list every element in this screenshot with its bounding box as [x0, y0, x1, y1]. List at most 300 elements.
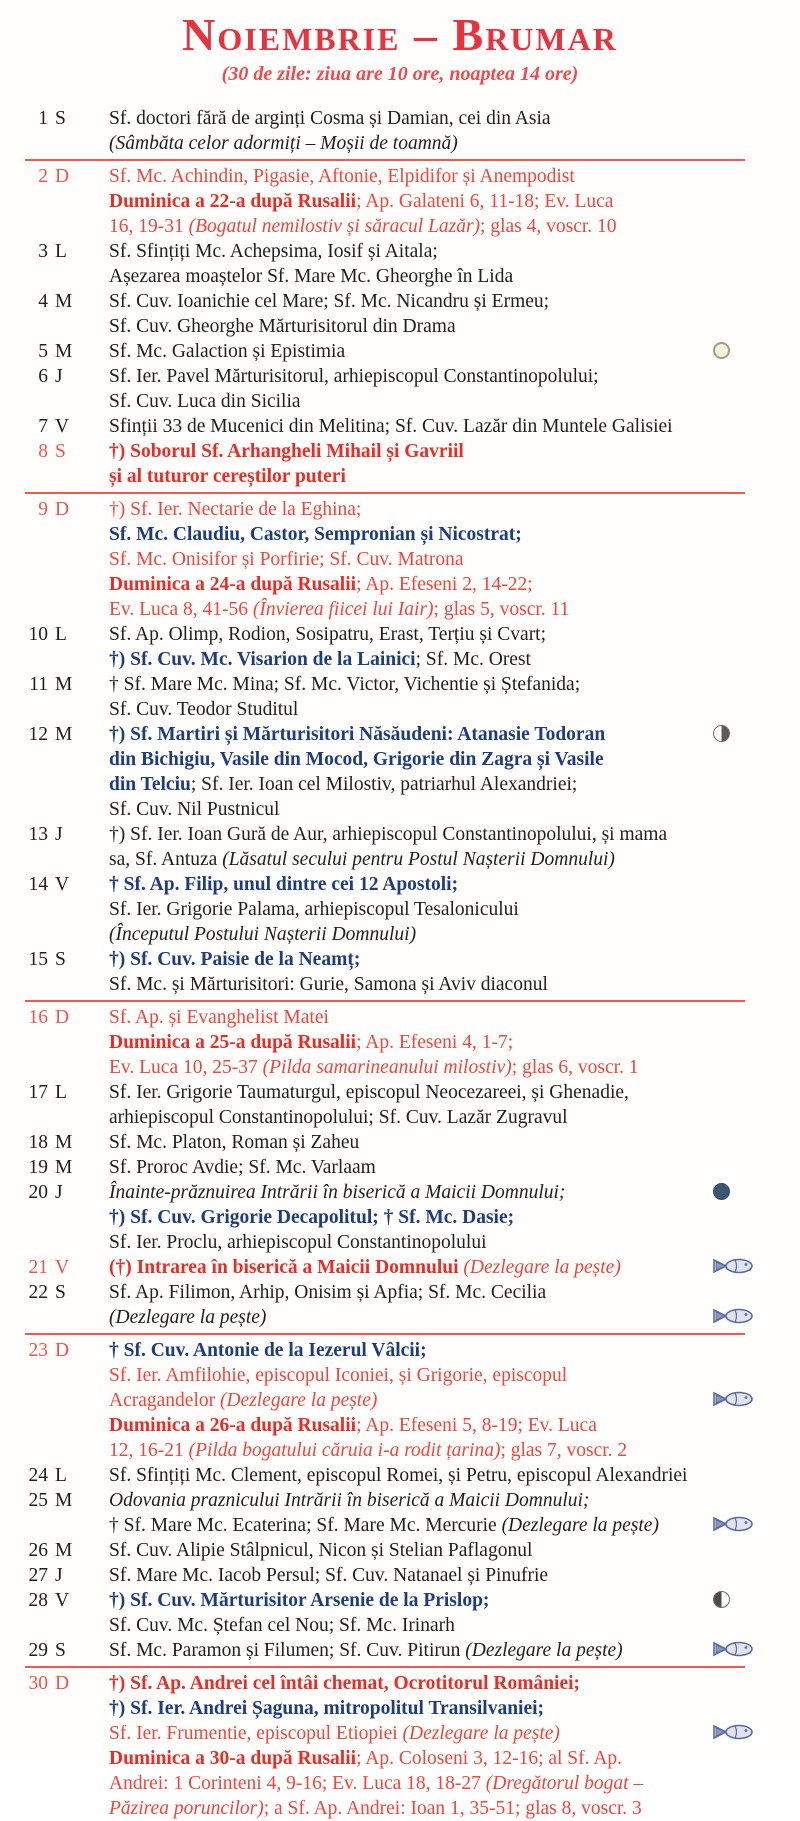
day-cell: [25, 364, 109, 414]
text-segment: †) Sf. Cuv. Paisie de la Neamț;: [109, 948, 361, 970]
day-number: 21: [28, 1256, 48, 1278]
text-segment: Sf. Cuv. Alipie Stâlpnicul, Nicon și Stelian Paflagonul: [109, 1539, 533, 1561]
page-subtitle: (30 de zile: ziua are 10 ore, noaptea 14 ore): [221, 62, 579, 85]
entry-line: [109, 772, 800, 797]
entry-content: [109, 1080, 800, 1130]
text-segment: Odovania praznicului Intrării în biserică a Maicii Domnului;: [109, 1489, 590, 1511]
entry-line: [109, 1105, 800, 1130]
text-segment: †) Sf. Cuv. Mărturisitor Arsenie de la Prislop;: [109, 1589, 490, 1611]
day-letter: D: [55, 1006, 70, 1028]
entry-line: [109, 522, 800, 547]
entry-content: [109, 1588, 800, 1638]
entry-line: [109, 1180, 800, 1205]
calendar-entry: [0, 947, 800, 997]
entry-content: [109, 164, 800, 239]
text-segment: Sf. Ap. și Evanghelist Matei: [109, 1006, 329, 1028]
text-segment: (Bogatul nemilostiv și săracul Lazăr): [188, 215, 481, 237]
text-segment: Sf. Ier. Proclu, arhiepiscopul Constantinopolului: [109, 1231, 487, 1253]
day-number: 1: [38, 107, 48, 129]
entry-line: [109, 1796, 800, 1821]
text-segment: Sf. Ap. Filimon, Arhip, Onisim și Apfia; Sf. Mc. Cecilia: [109, 1281, 547, 1303]
entry-line: [109, 1488, 800, 1513]
day-number: 28: [28, 1589, 48, 1611]
fish-icon: [713, 1391, 757, 1407]
text-segment: Sf. Mc. Achindin, Pigasie, Aftonie, Elpidifor și Anempodist: [109, 165, 575, 187]
entry-line: [109, 1080, 800, 1105]
day-letter: S: [55, 948, 66, 970]
calendar-entry: [0, 622, 800, 672]
day-letter: L: [55, 1464, 67, 1486]
day-number: 15: [28, 948, 48, 970]
text-segment: (Pilda bogatului căruia i-a rodit țarina): [188, 1439, 501, 1461]
text-segment: Duminica a 22-a după Rusalii: [109, 190, 357, 212]
sunday-separator: [25, 1333, 745, 1335]
entry-content: [109, 439, 800, 489]
day-cell: [25, 1180, 109, 1255]
day-number: 11: [29, 673, 48, 695]
day-number: 27: [28, 1564, 48, 1586]
text-segment: Ev. Luca 10, 25-37: [109, 1056, 263, 1078]
moon-last-quarter-icon: [713, 1591, 730, 1608]
day-letter: M: [55, 340, 73, 362]
text-segment: Sf. Ier. Grigorie Taumaturgul, episcopul Neocezareei, și Ghenadie,: [109, 1081, 629, 1103]
entry-content: [109, 1180, 800, 1255]
text-segment: Înainte-prăznuirea Intrării în biserică a Maicii Domnului;: [109, 1181, 566, 1203]
text-segment: ; glas 6, voscr. 1: [511, 1056, 639, 1078]
text-segment: Sf. Mc. Platon, Roman și Zaheu: [109, 1131, 360, 1153]
text-segment: Sf. Cuv. Teodor Studitul: [109, 698, 299, 720]
day-letter: L: [55, 623, 67, 645]
entry-line: [109, 897, 800, 922]
entry-line: [109, 106, 800, 131]
entry-line: [109, 647, 800, 672]
text-segment: Ev. Luca 8, 41-56: [109, 598, 253, 620]
text-segment: (†) Intrarea în biserică a Maicii Domnului: [109, 1256, 464, 1278]
entry-line: [109, 1513, 800, 1538]
calendar-entry: [0, 1180, 800, 1255]
day-cell: [25, 947, 109, 997]
calendar-entry: [0, 1130, 800, 1155]
calendar-entry: [0, 1005, 800, 1080]
entry-line: [109, 414, 800, 439]
calendar-entry: [0, 364, 800, 414]
day-letter: J: [55, 1564, 63, 1586]
entry-line: [109, 722, 800, 747]
entry-line: [109, 1463, 800, 1488]
entry-content: [109, 622, 800, 672]
text-segment: din Bichigiu, Vasile din Mocod, Grigorie din Zagra și Vasile: [109, 748, 604, 770]
day-number: 19: [28, 1156, 48, 1178]
entry-content: [109, 1563, 800, 1588]
day-letter: J: [55, 1181, 63, 1203]
sunday-separator: [25, 492, 745, 494]
day-letter: V: [55, 873, 70, 895]
calendar-entry: [0, 822, 800, 872]
sunday-separator: [25, 1000, 745, 1002]
calendar-entry: [0, 1338, 800, 1463]
text-segment: (Învierea fiicei lui Iair): [252, 598, 434, 620]
calendar-entry: [0, 722, 800, 822]
entry-line: [109, 189, 800, 214]
entry-line: [109, 1280, 800, 1305]
calendar-list: [0, 100, 800, 1821]
entry-line: [109, 1538, 800, 1563]
entry-content: [109, 1638, 800, 1663]
entry-line: [109, 1155, 800, 1180]
text-segment: (Dezlegare la pește): [465, 1639, 623, 1661]
day-number: 24: [28, 1464, 48, 1486]
day-number: 20: [28, 1181, 48, 1203]
entry-line: [109, 264, 800, 289]
entry-line: [109, 1030, 800, 1055]
entry-line: [109, 1255, 800, 1280]
entry-line: [109, 922, 800, 947]
entry-content: [109, 822, 800, 872]
text-segment: Duminica a 26-a după Rusalii: [109, 1414, 357, 1436]
entry-content: [109, 106, 800, 156]
text-segment: (Dezlegare la pește): [501, 1514, 659, 1536]
text-segment: Acragandelor: [109, 1389, 220, 1411]
text-segment: (Lăsatul secului pentru Postul Nașterii Domnului): [222, 848, 615, 870]
text-segment: Sfinții 33 de Mucenici din Melitina; Sf. Cuv. Lazăr din Muntele Galisiei: [109, 415, 673, 437]
entry-line: [109, 847, 800, 872]
day-letter: S: [55, 1281, 66, 1303]
entry-line: [109, 131, 800, 156]
calendar-entry: [0, 1255, 800, 1280]
entry-content: [109, 1488, 800, 1538]
entry-line: [109, 1055, 800, 1080]
text-segment: și al tuturor cereștilor puteri: [109, 465, 346, 487]
entry-line: [109, 497, 800, 522]
entry-content: [109, 364, 800, 414]
text-segment: Sf. Cuv. Ioanichie cel Mare; Sf. Mc. Nicandru și Ermeu;: [109, 290, 550, 312]
day-cell: [25, 289, 109, 339]
day-number: 5: [38, 340, 48, 362]
text-segment: Duminica a 30-a după Rusalii: [109, 1747, 357, 1769]
day-letter: M: [55, 1489, 73, 1511]
calendar-entry: [0, 339, 800, 364]
day-letter: D: [55, 498, 70, 520]
day-number: 13: [28, 823, 48, 845]
entry-content: [109, 239, 800, 289]
entry-line: [109, 1771, 800, 1796]
entry-content: [109, 1280, 800, 1330]
day-letter: J: [55, 823, 63, 845]
day-cell: [25, 1538, 109, 1563]
text-segment: ; Ap. Efeseni 2, 14-22;: [356, 573, 533, 595]
text-segment: ; Ap. Efeseni 4, 1-7;: [356, 1031, 514, 1053]
text-segment: Așezarea moaștelor Sf. Mare Mc. Gheorghe în Lida: [109, 265, 514, 287]
text-segment: Andrei: 1 Corinteni 4, 9-16; Ev. Luca 18, 18-27: [109, 1772, 486, 1794]
day-cell: [25, 722, 109, 822]
day-letter: D: [55, 165, 70, 187]
day-number: 8: [38, 440, 48, 462]
text-segment: †) Sf. Ier. Nectarie de la Eghina;: [109, 498, 362, 520]
day-cell: [25, 872, 109, 947]
day-number: 29: [28, 1639, 48, 1661]
day-cell: [25, 1080, 109, 1130]
day-letter: L: [55, 1081, 67, 1103]
text-segment: (Dezlegare la pește): [219, 1389, 378, 1411]
entry-content: [109, 1255, 800, 1280]
day-cell: [25, 1463, 109, 1488]
entry-line: [109, 239, 800, 264]
entry-line: [109, 1638, 800, 1663]
entry-line: [109, 1363, 800, 1388]
entry-content: [109, 1130, 800, 1155]
text-segment: Sf. Ier. Grigorie Palama, arhiepiscopul Tesalonicului: [109, 898, 519, 920]
text-segment: 16, 19-31: [109, 215, 189, 237]
entry-line: [109, 364, 800, 389]
entry-line: [109, 214, 800, 239]
day-cell: [25, 1671, 109, 1821]
text-segment: Sf. Mare Mc. Iacob Persul; Sf. Cuv. Natanael și Pinufrie: [109, 1564, 549, 1586]
text-segment: (Pilda samarineanului milostiv): [262, 1056, 512, 1078]
day-letter: M: [55, 1156, 73, 1178]
calendar-entry: [0, 1488, 800, 1538]
entry-line: [109, 339, 800, 364]
text-segment: †) Sf. Martiri și Mărturisitori Năsăudeni: Atanasie Todoran: [109, 723, 606, 745]
day-number: 16: [28, 1006, 48, 1028]
moon-new-icon: [713, 342, 730, 359]
text-segment: Sf. Mc. Galaction și Epistimia: [109, 340, 346, 362]
entry-line: [109, 464, 800, 489]
text-segment: ; Ap. Galateni 6, 11-18; Ev. Luca: [356, 190, 614, 212]
sunday-separator: [25, 1666, 745, 1668]
day-number: 4: [38, 290, 48, 312]
entry-line: [109, 1696, 800, 1721]
text-segment: din Telciu: [109, 773, 191, 795]
entry-line: [109, 1305, 800, 1330]
moon-first-quarter-icon: [713, 725, 730, 742]
entry-content: [109, 1463, 800, 1488]
day-cell: [25, 1488, 109, 1538]
text-segment: †) Sf. Cuv. Grigorie Decapolitul; † Sf. Mc. Dasie;: [109, 1206, 515, 1228]
day-cell: [25, 164, 109, 239]
text-segment: ; glas 5, voscr. 11: [433, 598, 570, 620]
day-number: 3: [38, 240, 48, 262]
entry-line: [109, 572, 800, 597]
entry-line: [109, 1005, 800, 1030]
entry-content: [109, 947, 800, 997]
calendar-entry: [0, 1563, 800, 1588]
entry-content: [109, 414, 800, 439]
day-cell: [25, 414, 109, 439]
day-cell: [25, 497, 109, 622]
entry-line: [109, 1671, 800, 1696]
day-cell: [25, 1338, 109, 1463]
entry-line: [109, 797, 800, 822]
entry-line: [109, 1230, 800, 1255]
day-number: 18: [28, 1131, 48, 1153]
day-number: 26: [28, 1539, 48, 1561]
text-segment: Sf. Mc. Onisifor și Porfirie; Sf. Cuv. Matrona: [109, 548, 464, 570]
entry-line: [109, 822, 800, 847]
day-letter: D: [55, 1672, 70, 1694]
day-letter: S: [55, 107, 66, 129]
calendar-entry: [0, 239, 800, 289]
entry-line: [109, 872, 800, 897]
day-number: 25: [28, 1489, 48, 1511]
text-segment: Sf. Cuv. Luca din Sicilia: [109, 390, 301, 412]
text-segment: Duminica a 25-a după Rusalii: [109, 1031, 357, 1053]
day-letter: L: [55, 240, 67, 262]
calendar-entry: [0, 1080, 800, 1130]
entry-line: [109, 1588, 800, 1613]
day-letter: D: [55, 1339, 70, 1361]
calendar-entry: [0, 672, 800, 722]
entry-content: [109, 1338, 800, 1463]
entry-line: [109, 389, 800, 414]
entry-line: [109, 622, 800, 647]
text-segment: Sf. Ier. Amfilohie, episcopul Iconiei, și Grigorie, episcopul: [109, 1364, 568, 1386]
text-segment: †) Sf. Ier. Andrei Șaguna, mitropolitul Transilvaniei;: [109, 1697, 545, 1719]
text-segment: † Sf. Mare Mc. Mina; Sf. Mc. Victor, Vichentie și Ștefanida;: [109, 673, 581, 695]
entry-line: [109, 1413, 800, 1438]
calendar-entry: [0, 1671, 800, 1821]
text-segment: ; glas 4, voscr. 10: [480, 215, 617, 237]
entry-line: [109, 1338, 800, 1363]
text-segment: Sf. Sfințiți Mc. Clement, episcopul Romei, și Petru, episcopul Alexandriei: [109, 1464, 688, 1486]
text-segment: Sf. doctori fără de arginți Cosma și Damian, cei din Asia: [109, 107, 551, 129]
text-segment: ; Ap. Efeseni 5, 8-19; Ev. Luca: [356, 1414, 597, 1436]
day-number: 30: [28, 1672, 48, 1694]
day-number: 10: [28, 623, 48, 645]
entry-line: [109, 439, 800, 464]
fish-icon: [713, 1641, 757, 1657]
calendar-entry: [0, 439, 800, 489]
day-number: 7: [38, 415, 48, 437]
day-cell: [25, 106, 109, 156]
fish-icon: [713, 1258, 757, 1274]
entry-content: [109, 872, 800, 947]
day-cell: [25, 339, 109, 364]
day-cell: [25, 622, 109, 672]
text-segment: (Dezlegare la pește): [109, 1306, 267, 1328]
day-letter: M: [55, 723, 73, 745]
calendar-entry: [0, 1588, 800, 1638]
day-number: 2: [38, 165, 48, 187]
day-number: 17: [28, 1081, 48, 1103]
text-segment: Duminica a 24-a după Rusalii: [109, 573, 357, 595]
entry-line: [109, 747, 800, 772]
entry-line: [109, 1205, 800, 1230]
calendar-entry: [0, 1638, 800, 1663]
text-segment: Sf. Cuv. Mc. Ștefan cel Nou; Sf. Mc. Irinarh: [109, 1614, 455, 1636]
entry-content: [109, 289, 800, 339]
entry-content: [109, 497, 800, 622]
day-number: 6: [38, 365, 48, 387]
entry-content: [109, 1671, 800, 1821]
day-letter: J: [55, 365, 63, 387]
day-letter: M: [55, 673, 73, 695]
text-segment: † Sf. Ap. Filip, unul dintre cei 12 Apostoli;: [109, 873, 459, 895]
text-segment: †) Sf. Ap. Andrei cel întâi chemat, Ocrotitorul României;: [109, 1672, 581, 1694]
entry-line: [109, 1563, 800, 1588]
entry-line: [109, 1438, 800, 1463]
text-segment: (Începutul Postului Nașterii Domnului): [109, 923, 417, 945]
moon-full-icon: [713, 1183, 730, 1200]
text-segment: ; glas 7, voscr. 2: [500, 1439, 628, 1461]
day-letter: S: [55, 1639, 66, 1661]
text-segment: †) Sf. Cuv. Mc. Visarion de la Lainici: [109, 648, 416, 670]
day-cell: [25, 1280, 109, 1330]
entry-line: [109, 1746, 800, 1771]
entry-line: [109, 164, 800, 189]
entry-content: [109, 722, 800, 822]
day-cell: [25, 1005, 109, 1080]
text-segment: † Sf. Mare Mc. Ecaterina; Sf. Mare Mc. Mercurie: [109, 1514, 502, 1536]
calendar-entry: [0, 1280, 800, 1330]
text-segment: Sf. Mc. Claudiu, Castor, Sempronian și Nicostrat;: [109, 523, 522, 545]
entry-line: [109, 289, 800, 314]
entry-line: [109, 1130, 800, 1155]
text-segment: ; Sf. Ier. Ioan cel Milostiv, patriarhul Alexandriei;: [190, 773, 578, 795]
day-cell: [25, 672, 109, 722]
day-number: 12: [28, 723, 48, 745]
text-segment: Sf. Mc. Paramon și Filumen; Sf. Cuv. Pitirun: [109, 1639, 466, 1661]
day-cell: [25, 1130, 109, 1155]
day-number: 14: [28, 873, 48, 895]
day-letter: V: [55, 1256, 70, 1278]
text-segment: Sf. Cuv. Nil Pustnicul: [109, 798, 280, 820]
text-segment: †) Sf. Ier. Ioan Gură de Aur, arhiepiscopul Constantinopolului, și mama: [109, 823, 668, 845]
entry-content: [109, 1005, 800, 1080]
entry-line: [109, 1613, 800, 1638]
entry-content: [109, 672, 800, 722]
calendar-entry: [0, 497, 800, 622]
page-header: [0, 10, 800, 86]
day-letter: S: [55, 440, 66, 462]
sunday-separator: [25, 159, 745, 161]
text-segment: (Sâmbăta celor adormiți – Moșii de toamnă): [109, 132, 458, 154]
entry-line: [109, 972, 800, 997]
day-letter: M: [55, 290, 73, 312]
page-title: Noiembrie – Brumar: [182, 9, 618, 60]
text-segment: Sf. Cuv. Gheorghe Mărturisitorul din Drama: [109, 315, 456, 337]
entry-line: [109, 547, 800, 572]
text-segment: Sf. Proroc Avdie; Sf. Mc. Varlaam: [109, 1156, 376, 1178]
fish-icon: [713, 1724, 757, 1740]
entry-line: [109, 597, 800, 622]
text-segment: Sf. Ier. Frumentie, episcopul Etiopiei: [109, 1722, 403, 1744]
calendar-entry: [0, 1538, 800, 1563]
calendar-entry: [0, 872, 800, 947]
entry-content: [109, 1155, 800, 1180]
calendar-entry: [0, 106, 800, 156]
text-segment: ; Sf. Mc. Orest: [415, 648, 531, 670]
text-segment: Sf. Sfințiți Mc. Achepsima, Iosif și Aitala;: [109, 240, 438, 262]
entry-line: [109, 1388, 800, 1413]
entry-content: [109, 1538, 800, 1563]
text-segment: Păzirea poruncilor): [109, 1797, 264, 1819]
text-segment: ; a Sf. Ap. Andrei: Ioan 1, 35-51; glas 8, voscr. 3: [263, 1797, 642, 1819]
calendar-entry: [0, 414, 800, 439]
day-cell: [25, 239, 109, 289]
entry-line: [109, 314, 800, 339]
text-segment: Sf. Mc. și Mărturisitori: Gurie, Samona și Aviv diaconul: [109, 973, 548, 995]
text-segment: Sf. Ier. Pavel Mărturisitorul, arhiepiscopul Constantinopolului;: [109, 365, 599, 387]
day-cell: [25, 1155, 109, 1180]
text-segment: sa, Sf. Antuza: [109, 848, 223, 870]
day-letter: V: [55, 1589, 70, 1611]
day-number: 23: [28, 1339, 48, 1361]
calendar-entry: [0, 1155, 800, 1180]
calendar-entry: [0, 164, 800, 239]
fish-icon: [713, 1516, 757, 1532]
day-number: 22: [28, 1281, 48, 1303]
day-cell: [25, 1588, 109, 1638]
